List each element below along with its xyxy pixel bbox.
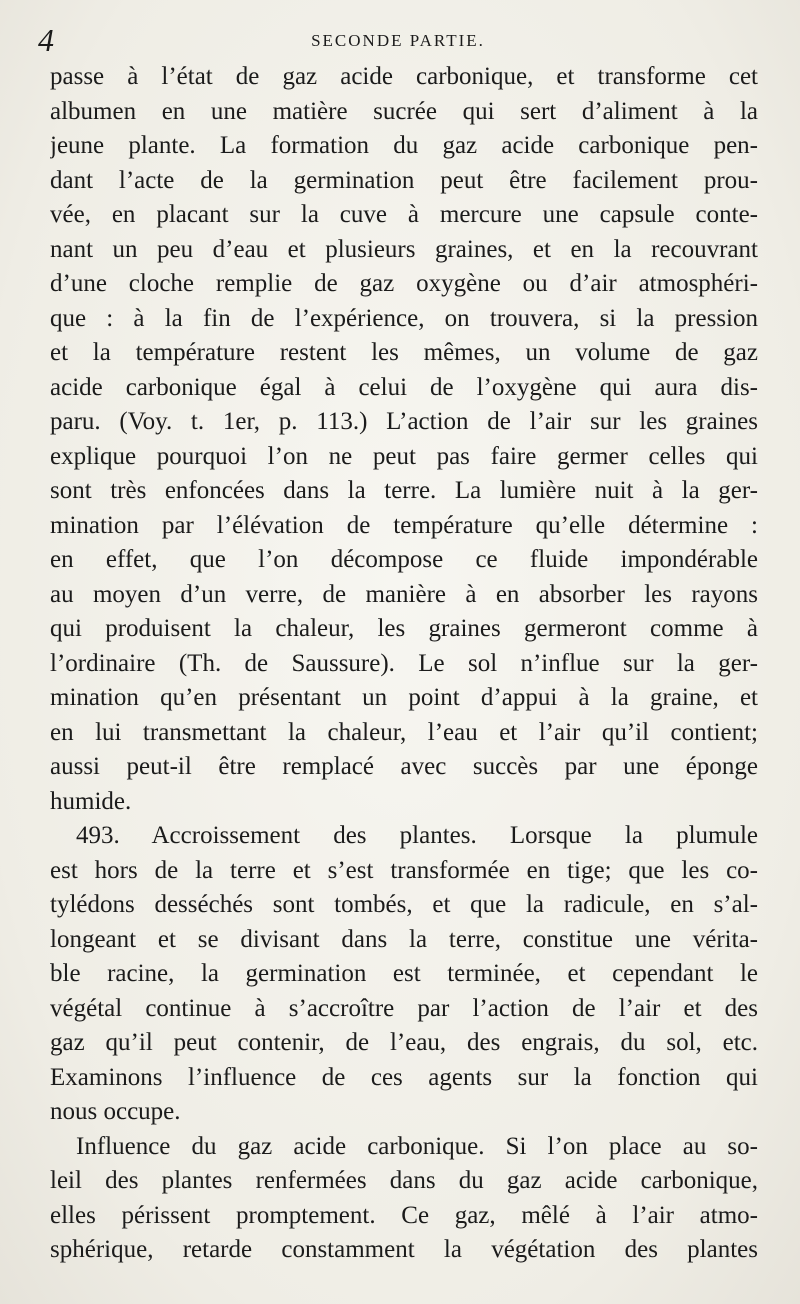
body-text	[50, 60, 758, 1268]
text-line: et la température restent les mêmes, un volume de gaz	[50, 339, 758, 366]
text-line: longeant et se divisant dans la terre, constitue une vérita-	[50, 925, 758, 953]
text-line: sphérique, retarde constamment la végétation des plantes	[50, 1236, 758, 1263]
text-line: est hors de la terre et s’est transformée en tige; que les co-	[50, 856, 758, 884]
text-line: paru. (Voy. t. 1er, p. 113.) L’action de l’air sur les graines	[50, 408, 758, 435]
text-line: d’une cloche remplie de gaz oxygène ou d’air atmosphéri-	[50, 270, 758, 297]
text-line: au moyen d’un verre, de manière à en absorber les rayons	[50, 580, 758, 608]
text-line: jeune plante. La formation du gaz acide carbonique pen-	[50, 132, 758, 159]
text-line: dant l’acte de la germination peut être facilement prou-	[50, 166, 758, 194]
running-title: SECONDE PARTIE.	[311, 31, 485, 50]
text-line: en lui transmettant la chaleur, l’eau et l’air qu’il contient;	[50, 718, 758, 746]
text-line: humide.	[50, 787, 132, 815]
text-line: mination qu’en présentant un point d’appui à la graine, et	[50, 684, 758, 711]
subsection-heading-line: Influence du gaz acide carbonique. Si l’on place au so-	[76, 1132, 758, 1160]
text-line: en effet, que l’on décompose ce fluide impondérable	[50, 546, 758, 573]
text-line: passe à l’état de gaz acide carbonique, et transforme cet	[50, 63, 758, 90]
text-line: nant un peu d’eau et plusieurs graines, et en la recouvrant	[50, 235, 758, 263]
text-line: aussi peut-il être remplacé avec succès par une éponge	[50, 753, 758, 780]
text-line: gaz qu’il peut contenir, de l’eau, des engrais, du sol, etc.	[50, 1029, 758, 1056]
text-line: leil des plantes renfermées dans du gaz acide carbonique,	[50, 1167, 758, 1194]
text-line: sont très enfoncées dans la terre. La lumière nuit à la ger-	[50, 477, 758, 504]
text-line: végétal continue à s’accroître par l’action de l’air et des	[50, 994, 758, 1022]
text-line: acide carbonique égal à celui de l’oxygène qui aura dis-	[50, 373, 758, 401]
text-line: ble racine, la germination est terminée, et cependant le	[50, 960, 758, 987]
text-line: vée, en placant sur la cuve à mercure une capsule conte-	[50, 201, 758, 228]
text-line: l’ordinaire (Th. de Saussure). Le sol n’influe sur la ger-	[50, 649, 758, 677]
text-line: mination par l’élévation de température qu’elle détermine :	[50, 511, 758, 539]
section-heading-line: 493. Accroissement des plantes. Lorsque la plumule	[76, 822, 758, 849]
text-line: tylédons desséchés sont tombés, et que la radicule, en s’al-	[50, 891, 758, 918]
text-line: qui produisent la chaleur, les graines germeront comme à	[50, 615, 758, 642]
text-line: que : à la fin de l’expérience, on trouvera, si la pression	[50, 304, 758, 332]
running-head	[38, 22, 758, 58]
text-line: nous occupe.	[50, 1098, 181, 1125]
text-line: elles périssent promptement. Ce gaz, mêlé à l’air atmo-	[50, 1201, 758, 1229]
text-line: albumen en une matière sucrée qui sert d’aliment à la	[50, 97, 758, 125]
text-line: explique pourquoi l’on ne peut pas faire germer celles qui	[50, 442, 758, 470]
page-number: 4	[38, 22, 54, 58]
text-line: Examinons l’influence de ces agents sur la fonction qui	[50, 1063, 758, 1091]
